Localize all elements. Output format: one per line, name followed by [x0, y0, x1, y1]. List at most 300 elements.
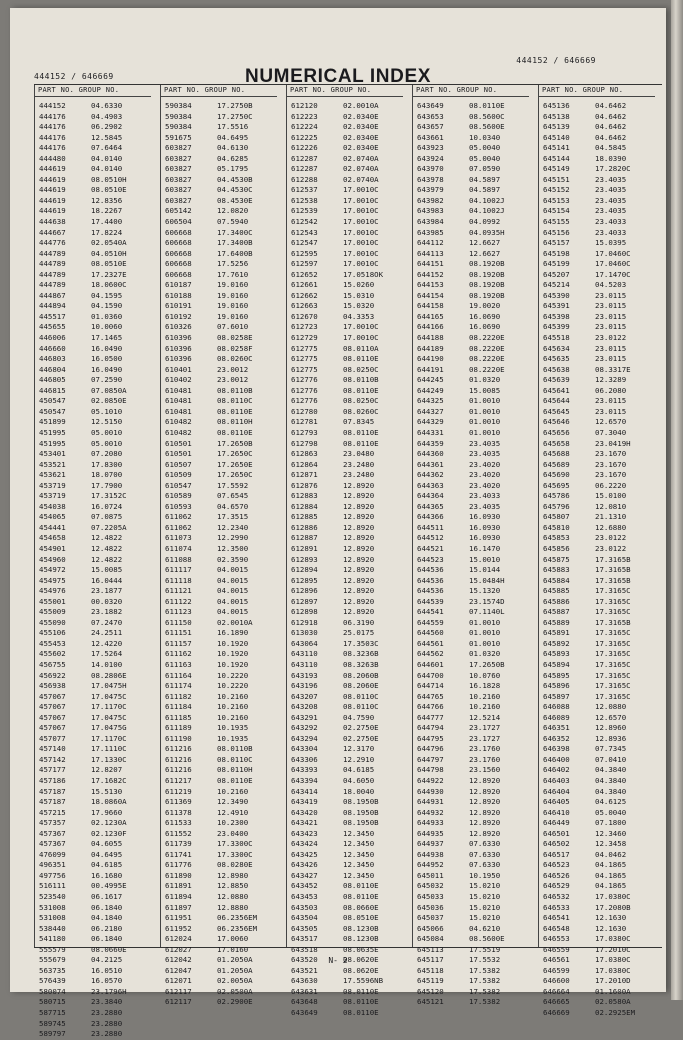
part-number: 444619	[39, 164, 66, 174]
group-number: 16.0930	[469, 533, 501, 543]
part-number: 644922	[417, 776, 444, 785]
part-number: 644560	[417, 628, 444, 638]
index-row	[161, 322, 277, 333]
index-row	[539, 175, 655, 186]
part-number: 606668	[165, 248, 192, 258]
group-number: 17.3165B	[595, 617, 631, 627]
group-number: 17.3165C	[595, 649, 631, 659]
group-number: 08.0110B	[343, 375, 379, 385]
index-row	[161, 776, 277, 787]
index-row	[287, 122, 403, 133]
index-row	[413, 618, 529, 629]
part-number: 645036	[417, 902, 444, 912]
index-row	[161, 238, 277, 249]
index-row	[287, 987, 403, 998]
index-row	[413, 744, 529, 755]
part-number: 446660	[39, 343, 66, 353]
part-number: 644153	[417, 280, 444, 290]
part-number: 612287	[291, 153, 318, 163]
group-number: 08.0110E	[343, 986, 379, 996]
index-row	[413, 301, 529, 312]
group-number: 10.1920	[217, 638, 249, 648]
group-number: 08.0110C	[343, 691, 379, 701]
part-number: 645894	[543, 659, 570, 669]
part-number: 457077	[39, 733, 66, 743]
part-number: 646502	[543, 839, 570, 849]
index-row	[161, 639, 277, 650]
group-number: 04.6462	[595, 101, 627, 110]
group-number: 05.1795	[217, 164, 249, 174]
header-range-right: 444152 / 646669	[516, 56, 596, 65]
part-number: 612223	[291, 111, 318, 121]
group-number: 08.0620E	[343, 965, 379, 975]
index-row	[287, 491, 403, 502]
part-number: 645139	[543, 122, 570, 132]
group-number: 12.2910	[343, 754, 375, 764]
group-number: 02.0340E	[343, 143, 379, 153]
index-row	[161, 586, 277, 597]
part-number: 646517	[543, 849, 570, 859]
index-row	[413, 797, 529, 808]
index-row	[539, 934, 655, 945]
group-number: 07.1140L	[469, 607, 505, 617]
group-number: 06.2356EM	[217, 913, 258, 923]
group-number: 15.1320	[469, 586, 501, 596]
part-number: 611162	[165, 649, 192, 659]
part-number: 646541	[543, 913, 570, 923]
group-number: 23.4033	[595, 227, 627, 237]
part-number: 646089	[543, 712, 570, 722]
group-number: 17.0010C	[343, 217, 379, 227]
group-number: 17.3165C	[595, 586, 631, 596]
group-number: 17.0518OK	[343, 269, 384, 279]
group-number: 04.0935H	[469, 227, 505, 237]
index-row	[413, 607, 529, 618]
part-number: 645113	[417, 944, 444, 954]
group-number: 07.5940	[217, 217, 249, 227]
index-row	[35, 122, 151, 133]
index-row	[287, 249, 403, 260]
index-row	[161, 871, 277, 882]
part-number: 645638	[543, 364, 570, 374]
group-number: 08.0110A	[343, 343, 379, 353]
index-row	[35, 460, 151, 471]
part-number: 611216	[165, 754, 192, 764]
part-number: 611174	[165, 681, 192, 691]
index-row	[35, 375, 151, 386]
part-number: 611150	[165, 617, 192, 627]
part-number: 453401	[39, 449, 66, 459]
part-number: 645398	[543, 311, 570, 321]
index-row	[539, 692, 655, 703]
group-number: 17.2010C	[595, 944, 631, 954]
column-header: PART NO. GROUP NO.	[287, 85, 403, 97]
part-number: 645885	[543, 586, 570, 596]
part-number: 611952	[165, 923, 192, 933]
index-row	[539, 101, 655, 112]
part-number: 644112	[417, 238, 444, 248]
part-number: 612887	[291, 533, 318, 543]
index-row	[539, 217, 655, 228]
group-number: 12.4822	[91, 533, 123, 543]
part-number: 612775	[291, 364, 318, 374]
group-number: 12.8920	[343, 522, 375, 532]
part-number: 612793	[291, 427, 318, 437]
part-number: 610507	[165, 459, 192, 469]
part-number: 644559	[417, 617, 444, 627]
index-row	[287, 618, 403, 629]
group-number: 04.6055	[91, 839, 123, 849]
group-number: 04.5897	[469, 174, 501, 184]
index-row	[287, 312, 403, 323]
index-row	[539, 481, 655, 492]
group-number: 17.0010C	[343, 259, 379, 269]
group-number: 08.0110E	[217, 406, 253, 416]
group-number: 12.8920	[343, 586, 375, 596]
index-row	[161, 607, 277, 618]
part-number: 643979	[417, 185, 444, 195]
part-number: 646532	[543, 892, 570, 902]
part-number: 612071	[165, 976, 192, 986]
group-number: 08.0258F	[217, 343, 253, 353]
group-number: 23.1727	[469, 733, 501, 743]
group-number: 06.2902	[91, 122, 123, 132]
group-number: 17.2650E	[217, 459, 253, 469]
group-number: 08.0635E	[343, 944, 379, 954]
group-number: 17.3165C	[595, 659, 631, 669]
group-number: 17.5516	[217, 122, 249, 132]
index-row	[161, 386, 277, 397]
part-number: 538440	[39, 923, 66, 933]
part-number: 644777	[417, 712, 444, 722]
part-number: 457187	[39, 786, 66, 796]
group-number: 08.0110E	[343, 427, 379, 437]
index-row	[161, 470, 277, 481]
index-row	[287, 818, 403, 829]
index-row	[35, 639, 151, 650]
part-number: 444176	[39, 132, 66, 142]
index-row	[35, 934, 151, 945]
index-row	[413, 881, 529, 892]
group-number: 12.6570	[595, 712, 627, 722]
group-number: 17.3165C	[595, 691, 631, 701]
index-row	[161, 481, 277, 492]
index-row	[413, 776, 529, 787]
group-number: 19.0020	[469, 301, 501, 311]
index-row	[35, 322, 151, 333]
group-number: 04.2125	[91, 955, 123, 965]
group-number: 04.5897	[469, 185, 501, 195]
index-row	[287, 512, 403, 523]
group-number: 02.0050A	[217, 976, 253, 986]
index-row	[161, 628, 277, 639]
part-number: 531008	[39, 902, 66, 912]
index-row	[413, 681, 529, 692]
part-number: 644700	[417, 670, 444, 680]
part-number: 645886	[543, 596, 570, 606]
index-row	[287, 829, 403, 840]
group-number: 12.8920	[343, 607, 375, 617]
part-number: 457367	[39, 839, 66, 849]
group-number: 17.2080B	[595, 902, 631, 912]
index-row	[539, 924, 655, 935]
part-number: 645889	[543, 617, 570, 627]
index-row	[161, 839, 277, 850]
group-number: 12.8920	[343, 565, 375, 575]
part-number: 644512	[417, 533, 444, 543]
index-row	[35, 1008, 151, 1019]
index-row	[539, 238, 655, 249]
part-number: 446803	[39, 354, 66, 364]
group-number: 04.1865	[595, 870, 627, 880]
part-number: 645156	[543, 227, 570, 237]
part-number: 646088	[543, 702, 570, 712]
group-number: 04.4903	[91, 111, 123, 121]
group-number: 12.4910	[217, 807, 249, 817]
part-number: 610481	[165, 396, 192, 406]
index-row	[161, 913, 277, 924]
part-number: 454658	[39, 533, 66, 543]
index-row	[413, 765, 529, 776]
index-row	[161, 976, 277, 987]
part-number: 576439	[39, 976, 66, 986]
index-row	[35, 396, 151, 407]
group-number: 23.1670	[595, 459, 627, 469]
part-number: 646410	[543, 807, 570, 817]
group-number: 17.0160	[217, 944, 249, 954]
index-row	[35, 723, 151, 734]
column-header: PART NO. GROUP NO.	[539, 85, 655, 97]
group-number: 07.3040	[595, 427, 627, 437]
part-number: 531008	[39, 913, 66, 923]
part-number: 457186	[39, 776, 66, 785]
index-row	[539, 913, 655, 924]
index-row	[287, 892, 403, 903]
part-number: 453719	[39, 480, 66, 490]
group-number: 08.0260C	[343, 406, 379, 416]
index-row	[35, 154, 151, 165]
part-number: 611062	[165, 512, 192, 522]
part-number: 603827	[165, 143, 192, 153]
index-row	[413, 639, 529, 650]
index-row	[287, 407, 403, 418]
group-number: 08.1230B	[343, 923, 379, 933]
index-row	[287, 322, 403, 333]
index-row	[539, 228, 655, 239]
group-number: 05.0040	[469, 143, 501, 153]
index-row	[161, 660, 277, 671]
group-number: 23.4035	[595, 185, 627, 195]
group-number: 04.0015	[217, 607, 249, 617]
group-number: 04.6130	[217, 143, 249, 153]
group-number: 07.7345	[595, 744, 627, 754]
index-row	[161, 681, 277, 692]
group-number: 08.0510E	[91, 185, 127, 195]
part-number: 612876	[291, 480, 318, 490]
group-number: 04.1865	[595, 860, 627, 870]
index-row	[413, 839, 529, 850]
part-number: 645883	[543, 565, 570, 575]
group-number: 12.8356	[91, 195, 123, 205]
index-row	[539, 681, 655, 692]
group-number: 17.0010C	[343, 238, 379, 248]
index-row	[413, 481, 529, 492]
group-number: 17.1170C	[91, 702, 127, 712]
group-number: 17.2750B	[217, 101, 253, 110]
index-row	[35, 797, 151, 808]
index-row	[539, 966, 655, 977]
index-row	[35, 607, 151, 618]
part-number: 444619	[39, 195, 66, 205]
part-number: 612537	[291, 185, 318, 195]
part-number: 454038	[39, 501, 66, 511]
group-number: 07.6010	[217, 322, 249, 332]
index-row	[35, 133, 151, 144]
part-number: 645856	[543, 543, 570, 553]
group-number: 00.0320	[91, 596, 123, 606]
part-number: 644536	[417, 565, 444, 575]
index-row	[161, 850, 277, 861]
part-number: 444776	[39, 238, 66, 248]
index-row	[413, 196, 529, 207]
part-number: 644363	[417, 480, 444, 490]
index-row	[35, 702, 151, 713]
group-number: 04.0015	[217, 565, 249, 575]
group-number: 12.2340	[217, 522, 249, 532]
index-row	[287, 344, 403, 355]
part-number: 610482	[165, 417, 192, 427]
part-number: 606668	[165, 238, 192, 248]
index-row	[161, 396, 277, 407]
part-number: 444667	[39, 227, 66, 237]
index-row	[539, 723, 655, 734]
group-number: 01.1600A	[595, 986, 631, 996]
part-number: 612894	[291, 565, 318, 575]
part-number: 453719	[39, 491, 66, 501]
group-number: 17.0380C	[595, 934, 631, 944]
group-number: 15.0210	[469, 892, 501, 902]
group-number: 23.0115	[595, 396, 627, 406]
group-number: 04.0140	[91, 153, 123, 163]
group-number: 02.2925EM	[595, 1008, 636, 1018]
index-row	[161, 523, 277, 534]
group-number: 18.0700	[91, 470, 123, 480]
group-number: 23.2480	[343, 459, 375, 469]
index-row	[287, 850, 403, 861]
group-number: 04.6210	[469, 923, 501, 933]
part-number: 611088	[165, 554, 192, 564]
part-number: 645658	[543, 438, 570, 448]
part-number: 645897	[543, 691, 570, 701]
group-number: 16.0570	[91, 976, 123, 986]
group-number: 17.5382	[469, 965, 501, 975]
index-row	[413, 249, 529, 260]
group-number: 17.2820C	[595, 164, 631, 174]
index-row	[35, 544, 151, 555]
group-number: 10.0340	[469, 132, 501, 142]
index-column	[160, 85, 277, 1007]
index-row	[287, 143, 403, 154]
index-row	[287, 101, 403, 112]
group-number: 08.0110B	[217, 385, 253, 395]
index-row	[161, 576, 277, 587]
index-row	[161, 997, 277, 1008]
index-row	[35, 449, 151, 460]
index-row	[539, 396, 655, 407]
part-number: 612871	[291, 470, 318, 480]
group-number: 08.0110E	[343, 881, 379, 891]
group-number: 04.6570	[217, 501, 249, 511]
group-number: 23.0419H	[595, 438, 631, 448]
index-row	[35, 386, 151, 397]
index-row	[35, 818, 151, 829]
part-number: 454972	[39, 565, 66, 575]
group-number: 19.0160	[217, 280, 249, 290]
group-number: 16.0510	[91, 965, 123, 975]
group-number: 06.1840	[91, 934, 123, 944]
part-number: 644365	[417, 501, 444, 511]
group-number: 08.0260C	[217, 354, 253, 364]
part-number: 645152	[543, 185, 570, 195]
index-row	[413, 217, 529, 228]
group-number: 12.5150	[91, 417, 123, 427]
part-number: 457357	[39, 818, 66, 828]
index-row	[161, 734, 277, 745]
group-number: 23.2880	[91, 1008, 123, 1018]
part-number: 645690	[543, 470, 570, 480]
group-number: 04.0992	[469, 217, 501, 227]
group-number: 07.6464	[91, 143, 123, 153]
index-row	[413, 259, 529, 270]
index-row	[287, 185, 403, 196]
index-row	[161, 175, 277, 186]
group-number: 15.0210	[469, 902, 501, 912]
group-number: 12.0810	[595, 501, 627, 511]
group-number: 10.2160	[217, 691, 249, 701]
index-row	[413, 713, 529, 724]
group-number: 12.8920	[343, 596, 375, 606]
group-number: 02.1230A	[91, 818, 127, 828]
index-row	[161, 618, 277, 629]
part-number: 644361	[417, 459, 444, 469]
part-number: 612723	[291, 322, 318, 332]
group-number: 08.5600C	[469, 111, 505, 121]
group-number: 02.0580A	[595, 997, 631, 1007]
group-number: 10.2160	[217, 712, 249, 722]
group-number: 12.3500	[217, 543, 249, 553]
index-row	[35, 312, 151, 323]
group-number: 06.3190	[343, 617, 375, 627]
column-header: PART NO. GROUP NO.	[35, 85, 151, 97]
group-number: 16.0690	[469, 322, 501, 332]
part-number: 611890	[165, 870, 192, 880]
index-row	[35, 671, 151, 682]
part-number: 645689	[543, 459, 570, 469]
group-number: 10.2220	[217, 670, 249, 680]
index-row	[413, 375, 529, 386]
group-number: 06.1617	[91, 892, 123, 902]
group-number: 23.0115	[595, 406, 627, 416]
index-row	[413, 407, 529, 418]
index-row	[161, 491, 277, 502]
part-number: 643648	[291, 997, 318, 1007]
group-number: 23.4035	[469, 501, 501, 511]
group-number: 08.0510E	[91, 259, 127, 269]
group-number: 10.2160	[217, 786, 249, 796]
index-row	[35, 924, 151, 935]
group-number: 02.3590	[217, 554, 249, 564]
index-row	[539, 301, 655, 312]
